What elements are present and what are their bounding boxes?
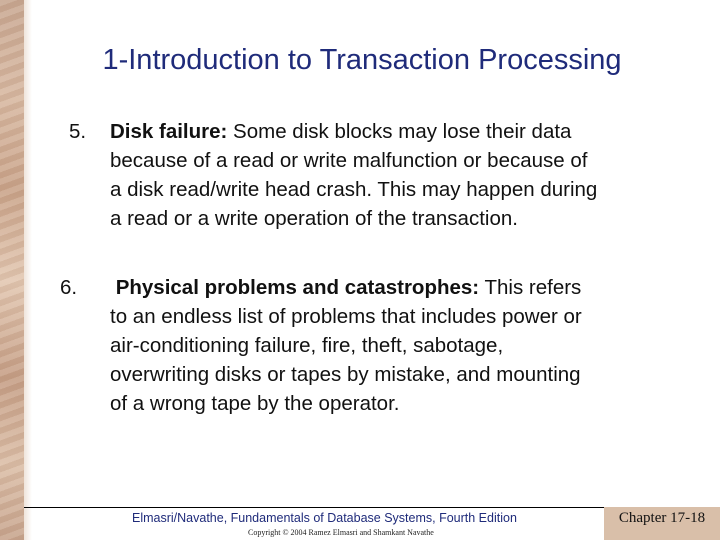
footer-book-title: Elmasri/Navathe, Fundamentals of Database Systems, Fourth Edition — [132, 511, 517, 525]
list-item-text: a read or a write operation of the transaction. — [110, 207, 518, 230]
list-item-line — [110, 360, 700, 389]
chapter-badge — [604, 507, 720, 540]
list-item-number: 5. — [69, 120, 87, 143]
list-item-line — [110, 302, 700, 331]
list-item-line — [110, 273, 700, 302]
slide-title: 1-Introduction to Transaction Processing — [102, 44, 622, 76]
list-item-text: a disk read/write head crash. This may happen during — [110, 178, 598, 201]
chapter-label: Chapter 17-18 — [618, 510, 706, 526]
list-item-lead: Disk failure: — [110, 120, 228, 143]
list-item-disk-failure — [0, 117, 720, 237]
list-item-line — [110, 175, 700, 204]
list-item-lead: Physical problems and catastrophes: — [115, 276, 480, 299]
list-item-text: of a wrong tape by the operator. — [110, 392, 400, 415]
list-item-body — [110, 273, 700, 418]
list-item-line — [110, 117, 700, 146]
list-item-text: Some disk blocks may lose their data — [227, 120, 572, 143]
list-item-number: 6. — [60, 276, 78, 299]
list-item-text: because of a read or write malfunction or because of — [110, 149, 588, 172]
list-item-text: to an endless list of problems that includes power or — [110, 305, 582, 328]
footer-copyright: Copyright © 2004 Ramez Elmasri and Shamkant Navathe — [248, 528, 434, 537]
list-item-body — [110, 117, 700, 233]
list-item-physical-problems — [0, 273, 720, 423]
list-item-line — [110, 204, 700, 233]
list-item-text: air-conditioning failure, fire, theft, sabotage, — [110, 334, 504, 357]
list-item-text: This refers — [479, 276, 582, 299]
sand-dune-decoration — [0, 0, 24, 540]
list-item-line — [110, 389, 700, 418]
list-item-text: overwriting disks or tapes by mistake, and mounting — [110, 363, 581, 386]
list-item-line — [110, 146, 700, 175]
decoration-fade — [24, 0, 32, 540]
list-item-line — [110, 331, 700, 360]
